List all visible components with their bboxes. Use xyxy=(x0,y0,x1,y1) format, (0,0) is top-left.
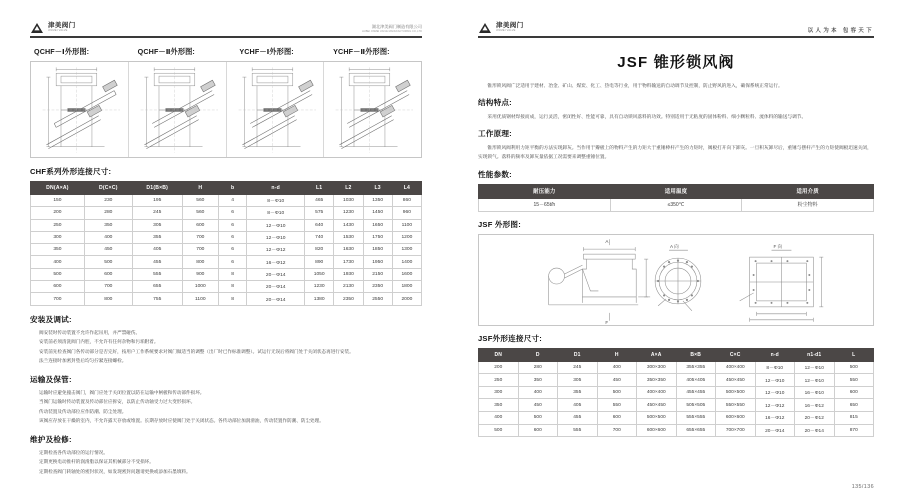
table-cell: 650 xyxy=(834,399,874,412)
table-cell: 1350 xyxy=(363,195,392,207)
table-cell: 600 xyxy=(518,424,558,437)
section-paragraph: 法兰连接时加密封垫后均匀拧紧连接螺栓。 xyxy=(39,358,127,364)
table-cell: 2150 xyxy=(363,268,392,280)
brand-name-en: JINMEI VALVE xyxy=(48,29,68,33)
mountain-logo-icon xyxy=(478,22,492,34)
table-row xyxy=(31,281,422,293)
table-cell: 640 xyxy=(305,219,334,231)
table-cell: 195 xyxy=(132,195,182,207)
table-cell: 12－Φ10 xyxy=(755,386,795,399)
section-paragraph: 定期检查阀门转轴处的密封状况，如发现密封问题请更换或添加石墨填料。 xyxy=(39,468,191,474)
table-cell: 400 xyxy=(518,386,558,399)
table-row xyxy=(479,399,874,412)
drawing-ychf-1 xyxy=(227,62,325,157)
column-header: b xyxy=(218,182,246,195)
table-cell: 800 xyxy=(182,256,218,268)
section-heading: 结构特点: xyxy=(478,98,512,108)
table-cell: 900 xyxy=(182,268,218,280)
table-cell: 600 xyxy=(834,386,874,399)
table-cell: 20－Φ14 xyxy=(247,268,305,280)
table-cell: 555×555 xyxy=(676,412,716,425)
left-masthead xyxy=(30,12,422,34)
section-paragraph: 锥形锁风阀利用力矩平衡的方法实现卸灰。当作用于瓣板上的物料产生的力矩大于重锤棒杆产生的力矩时，阀板打开向下卸灰。一旦积灰卸尽后，重锤与摆杆产生的力矩使阀板迅速关闭，实现锁气。落料的频率及卸灰量依据工况需要来调整重锤位置。 xyxy=(478,145,872,160)
table-cell: 245 xyxy=(132,207,182,219)
table-cell: 200 xyxy=(479,361,519,374)
column-header: C×C xyxy=(716,348,756,361)
caption-ychf-2: YCHF－Ⅱ外形图: xyxy=(333,47,390,56)
drawing-ychf-2 xyxy=(324,62,421,157)
column-header: D1(B×B) xyxy=(132,182,182,195)
table-cell: 455 xyxy=(132,256,182,268)
table-cell: 700 xyxy=(84,281,132,293)
table-cell: 1300 xyxy=(392,244,421,256)
table-cell: 355×355 xyxy=(676,361,716,374)
table-cell: 500 xyxy=(834,361,874,374)
section-paragraph: 阀安装时传动装置不允许作起吊用，并严禁碰伤。 xyxy=(39,329,141,335)
section-paragraph: 运输时应避免撞击阀门，阀门应处于关闭位置以防在运输中闸板和传动部件损坏。 xyxy=(39,389,205,395)
table-cell: 12－Φ10 xyxy=(755,374,795,387)
table-cell: 2130 xyxy=(334,281,363,293)
table-cell: 12－Φ10 xyxy=(795,374,835,387)
table-cell: 粉尘物料 xyxy=(742,198,874,211)
table-cell: 600 xyxy=(31,281,85,293)
table-cell: 2350 xyxy=(363,281,392,293)
column-header: 适用介质 xyxy=(742,184,874,198)
column-header: n-d xyxy=(755,348,795,361)
table-row xyxy=(479,412,874,425)
table-cell: 700 xyxy=(31,293,85,305)
table-cell: 245 xyxy=(558,361,598,374)
table-cell: 1850 xyxy=(363,244,392,256)
table-cell: 1650 xyxy=(363,219,392,231)
table-cell: 1100 xyxy=(392,219,421,231)
table-cell: 8 xyxy=(218,268,246,280)
table-cell: 740 xyxy=(305,231,334,243)
table-cell: 815 xyxy=(834,412,874,425)
table-cell: 230 xyxy=(84,195,132,207)
table-cell: 450 xyxy=(597,374,637,387)
table-cell: 560 xyxy=(182,207,218,219)
table-cell: 250 xyxy=(31,219,85,231)
section-paragraph: 安装前必须清洗阀门内腔，不允许有任何杂物和污垢附着。 xyxy=(39,339,159,345)
table-row xyxy=(31,244,422,256)
table-cell: 6 xyxy=(218,256,246,268)
company-name-cn: 湖北津美阀门制造有限公司 xyxy=(371,23,422,29)
table-header-row xyxy=(479,348,874,361)
column-header: D(C×C) xyxy=(84,182,132,195)
table-cell: 405 xyxy=(558,399,598,412)
table-cell: 350 xyxy=(84,219,132,231)
table-cell: 465 xyxy=(305,195,334,207)
table-row xyxy=(31,207,422,219)
table-cell: 1230 xyxy=(334,207,363,219)
table-cell: 1630 xyxy=(334,244,363,256)
section-paragraph: 该阀应存放在干燥的室内，不允许露天存放或堆置。长期存放时应使阀门处于关闭状态。各传动部位加润滑油，传动装置作防潮、防尘处理。 xyxy=(39,418,324,424)
section-paragraph: 定期更换电动推杆的润滑脂以保证其机械部分不受损坏。 xyxy=(39,459,154,465)
table-row xyxy=(479,361,874,374)
table-cell: 1380 xyxy=(305,293,334,305)
caption-qchf-2: QCHF－Ⅱ外形图: xyxy=(137,47,195,56)
jsf-dim-heading: JSF外形连接尺寸: xyxy=(478,333,543,343)
label-view-f-marker: F xyxy=(605,319,609,325)
brand-name-cn: 津美阀门 xyxy=(48,21,76,29)
table-cell: 655 xyxy=(132,281,182,293)
company-name xyxy=(362,24,422,34)
table-header-row xyxy=(31,182,422,195)
section-paragraph: 传动装置及传动部位应作防潮、防尘处理。 xyxy=(39,408,127,414)
company-slogan: 以人为本 包容天下 xyxy=(807,28,874,34)
table-row xyxy=(479,198,874,211)
section-paragraph: 定期检查各传动部位的运行情况。 xyxy=(39,449,108,455)
table-cell: 305 xyxy=(132,219,182,231)
table-cell: 600×600 xyxy=(637,424,677,437)
table-cell: 860 xyxy=(392,195,421,207)
company-name-en: HUBEI JINMEI VALVE MANUFACTURING CO.,LTD xyxy=(362,30,422,34)
table-cell: 450×450 xyxy=(637,399,677,412)
table-cell: 1530 xyxy=(334,231,363,243)
table-cell: 550×550 xyxy=(716,399,756,412)
table-cell: 12－Φ12 xyxy=(247,244,305,256)
column-header: A×A xyxy=(637,348,677,361)
brand-logo xyxy=(30,22,76,34)
table-cell: 8－Φ10 xyxy=(247,195,305,207)
table-cell: 305 xyxy=(558,374,598,387)
table-cell: 8 xyxy=(218,281,246,293)
table-cell: 6 xyxy=(218,244,246,256)
performance-table xyxy=(478,184,874,212)
table-cell: 800 xyxy=(84,293,132,305)
table-cell: 600 xyxy=(182,219,218,231)
intro-paragraph: 锥形锁风阀广泛适用于建材、冶金、矿山、煤炭、化工、热电等行业，用于物料输送的自动调节及控制，防止野风的进入，确保系统正常运行。 xyxy=(487,83,783,88)
table-cell: 12－Φ12 xyxy=(755,399,795,412)
table-row xyxy=(31,219,422,231)
table-cell: 280 xyxy=(518,361,558,374)
table-cell: 350 xyxy=(479,399,519,412)
table-cell: 400×400 xyxy=(716,361,756,374)
perf-heading: 性能参数: xyxy=(478,169,512,179)
section-heading: 安装及调试: xyxy=(30,314,72,324)
table-cell: 450×450 xyxy=(716,374,756,387)
label-a-view: A 向 xyxy=(670,243,679,249)
table-cell: 820 xyxy=(305,244,334,256)
column-header: L4 xyxy=(392,182,421,195)
table-cell: 20－Φ12 xyxy=(795,412,835,425)
table-cell: 400 xyxy=(31,256,85,268)
table-cell: 1750 xyxy=(363,231,392,243)
table-cell: 16－Φ10 xyxy=(795,386,835,399)
table-cell: 400 xyxy=(597,361,637,374)
column-header: D xyxy=(518,348,558,361)
table-cell: 16－Φ12 xyxy=(795,399,835,412)
label-view-a-marker: A xyxy=(605,238,609,244)
column-header: L1 xyxy=(305,182,334,195)
table-cell: 1800 xyxy=(392,281,421,293)
column-header: H xyxy=(182,182,218,195)
table-cell: 1450 xyxy=(363,207,392,219)
table-cell: 500 xyxy=(518,412,558,425)
table-row xyxy=(31,195,422,207)
table-cell: 500×500 xyxy=(716,386,756,399)
table-cell: 8 xyxy=(218,293,246,305)
table-cell: 350 xyxy=(31,244,85,256)
column-header: 适用温度 xyxy=(610,184,742,198)
table-cell: 300 xyxy=(31,231,85,243)
section-paragraph: 安装前先检查阀门各传动部分是否完好，按用户工作系统要求对阀门做适当的调整（出厂时已作标准调整）。试运行无误后将阀门处于关闭状态再进行安装。 xyxy=(39,348,354,354)
table-cell: 600 xyxy=(84,268,132,280)
caption-ychf-1: YCHF－Ⅰ外形图: xyxy=(239,47,294,56)
table-cell: 500 xyxy=(84,256,132,268)
table-cell: 1930 xyxy=(334,268,363,280)
left-text-sections xyxy=(30,314,422,476)
table-cell: 400 xyxy=(84,231,132,243)
table-cell: 12－Φ10 xyxy=(795,361,835,374)
caption-qchf-1: QCHF－Ⅰ外形图: xyxy=(34,47,90,56)
table-cell: 405×405 xyxy=(676,374,716,387)
label-f-view: F 向 xyxy=(773,243,783,249)
column-header: L xyxy=(834,348,874,361)
table-cell: 575 xyxy=(305,207,334,219)
table-cell: 700 xyxy=(182,231,218,243)
drawing-heading: JSF 外形图: xyxy=(478,219,521,229)
table-cell: 2550 xyxy=(363,293,392,305)
table-cell: 560 xyxy=(182,195,218,207)
table-cell: 20－Φ14 xyxy=(795,424,835,437)
table-row xyxy=(479,386,874,399)
table-cell: 455×455 xyxy=(676,386,716,399)
table-header-row xyxy=(479,184,874,198)
table-cell: 1400 xyxy=(392,256,421,268)
table-cell: 400×400 xyxy=(637,386,677,399)
table-cell: 6 xyxy=(218,207,246,219)
table-cell: 555 xyxy=(132,268,182,280)
table-cell: 6 xyxy=(218,231,246,243)
table-cell: 550 xyxy=(597,399,637,412)
table-cell: 355 xyxy=(132,231,182,243)
jsf-outline-drawing xyxy=(478,234,874,326)
column-header: n1-d1 xyxy=(795,348,835,361)
table-cell: 12－Φ10 xyxy=(247,231,305,243)
table-cell: 300×300 xyxy=(637,361,677,374)
table-cell: 555 xyxy=(558,424,598,437)
table-cell: 280 xyxy=(84,207,132,219)
table-cell: 700 xyxy=(182,244,218,256)
right-text-sections xyxy=(478,97,874,161)
section-paragraph: 当阀门运输时传动装置及传动部位应拆安，以防止传动轴受力过大变形损坏。 xyxy=(39,399,196,405)
table-cell: 16－Φ12 xyxy=(247,256,305,268)
table-cell: 500 xyxy=(597,386,637,399)
table-cell: 655×655 xyxy=(676,424,716,437)
table-cell: 12－Φ10 xyxy=(247,219,305,231)
table-cell: 700 xyxy=(597,424,637,437)
section-heading: 运输及保管: xyxy=(30,374,72,384)
brand-name-en: JINMEI VALVE xyxy=(496,29,516,33)
chf-table-title: CHF系列外形连接尺寸: xyxy=(30,167,112,176)
table-cell: 20－Φ14 xyxy=(247,293,305,305)
table-cell: 500×500 xyxy=(637,412,677,425)
drawing-qchf-2 xyxy=(129,62,227,157)
table-cell: 8－Φ10 xyxy=(247,207,305,219)
column-header: L3 xyxy=(363,182,392,195)
table-cell: 755 xyxy=(132,293,182,305)
table-row xyxy=(479,374,874,387)
table-cell: 870 xyxy=(834,424,874,437)
table-cell: 500 xyxy=(31,268,85,280)
table-cell: 200 xyxy=(31,207,85,219)
column-header: 耐压能力 xyxy=(479,184,611,198)
brand-name-cn: 津美阀门 xyxy=(496,21,524,29)
table-cell: 20－Φ14 xyxy=(755,424,795,437)
table-cell: 350×350 xyxy=(637,374,677,387)
page-number: 135/136 xyxy=(851,484,874,490)
masthead-rule xyxy=(30,36,422,38)
right-page xyxy=(450,0,900,500)
table-cell: 500 xyxy=(479,424,519,437)
table-cell: 1000 xyxy=(182,281,218,293)
table-row xyxy=(31,256,422,268)
table-row xyxy=(31,268,422,280)
table-cell: 8－Φ10 xyxy=(755,361,795,374)
column-header: n-d xyxy=(247,182,305,195)
table-cell: 4 xyxy=(218,195,246,207)
table-cell: 1730 xyxy=(334,256,363,268)
table-cell: 250 xyxy=(479,374,519,387)
column-header: H xyxy=(597,348,637,361)
column-header: DN(A×A) xyxy=(31,182,85,195)
table-cell: 600×600 xyxy=(716,412,756,425)
table-cell: 355 xyxy=(558,386,598,399)
table-cell: 400 xyxy=(479,412,519,425)
table-row xyxy=(31,293,422,305)
table-cell: 15－65t/h xyxy=(479,198,611,211)
table-cell: 1050 xyxy=(305,268,334,280)
jsf-dimensions-table xyxy=(478,348,874,438)
table-cell: 20－Φ14 xyxy=(247,281,305,293)
table-cell: ≤350℃ xyxy=(610,198,742,211)
drawing-captions xyxy=(30,47,422,57)
table-row xyxy=(31,231,422,243)
table-cell: 300 xyxy=(479,386,519,399)
table-cell: 550 xyxy=(834,374,874,387)
right-masthead xyxy=(478,12,874,34)
column-header: DN xyxy=(479,348,519,361)
table-cell: 1100 xyxy=(182,293,218,305)
table-cell: 450 xyxy=(84,244,132,256)
table-cell: 455 xyxy=(558,412,598,425)
section-heading: 维护及检修: xyxy=(30,434,72,444)
table-cell: 890 xyxy=(305,256,334,268)
drawing-qchf-1 xyxy=(31,62,129,157)
table-row xyxy=(479,424,874,437)
table-cell: 600 xyxy=(597,412,637,425)
table-cell: 1600 xyxy=(392,268,421,280)
section-heading: 工作原理: xyxy=(478,129,512,139)
page-title: JSF 锥形锁风阀 xyxy=(617,54,735,71)
masthead-rule xyxy=(478,36,874,38)
column-header: D1 xyxy=(558,348,598,361)
table-cell: 1030 xyxy=(334,195,363,207)
table-cell: 16－Φ12 xyxy=(755,412,795,425)
table-cell: 450 xyxy=(518,399,558,412)
table-cell: 1430 xyxy=(334,219,363,231)
table-cell: 150 xyxy=(31,195,85,207)
table-cell: 1200 xyxy=(392,231,421,243)
table-cell: 505×505 xyxy=(676,399,716,412)
column-header: B×B xyxy=(676,348,716,361)
section-paragraph: 采用优质钢材焊接而成，运行灵活，密闭性好、性能可靠，具有自动锁风落料的功效。特别适用于无粘度的固体粉料、细小颗粒料、流体料的输送与调节。 xyxy=(487,114,807,120)
table-cell: 2000 xyxy=(392,293,421,305)
table-cell: 960 xyxy=(392,207,421,219)
table-cell: 2350 xyxy=(334,293,363,305)
brand-logo-right xyxy=(478,22,524,34)
column-header: L2 xyxy=(334,182,363,195)
table-cell: 700×700 xyxy=(716,424,756,437)
table-cell: 350 xyxy=(518,374,558,387)
table-cell: 1230 xyxy=(305,281,334,293)
table-cell: 1950 xyxy=(363,256,392,268)
chf-outline-drawings xyxy=(30,61,422,158)
mountain-logo-icon xyxy=(30,22,44,34)
chf-dimensions-table xyxy=(30,181,422,306)
table-cell: 6 xyxy=(218,219,246,231)
table-cell: 405 xyxy=(132,244,182,256)
